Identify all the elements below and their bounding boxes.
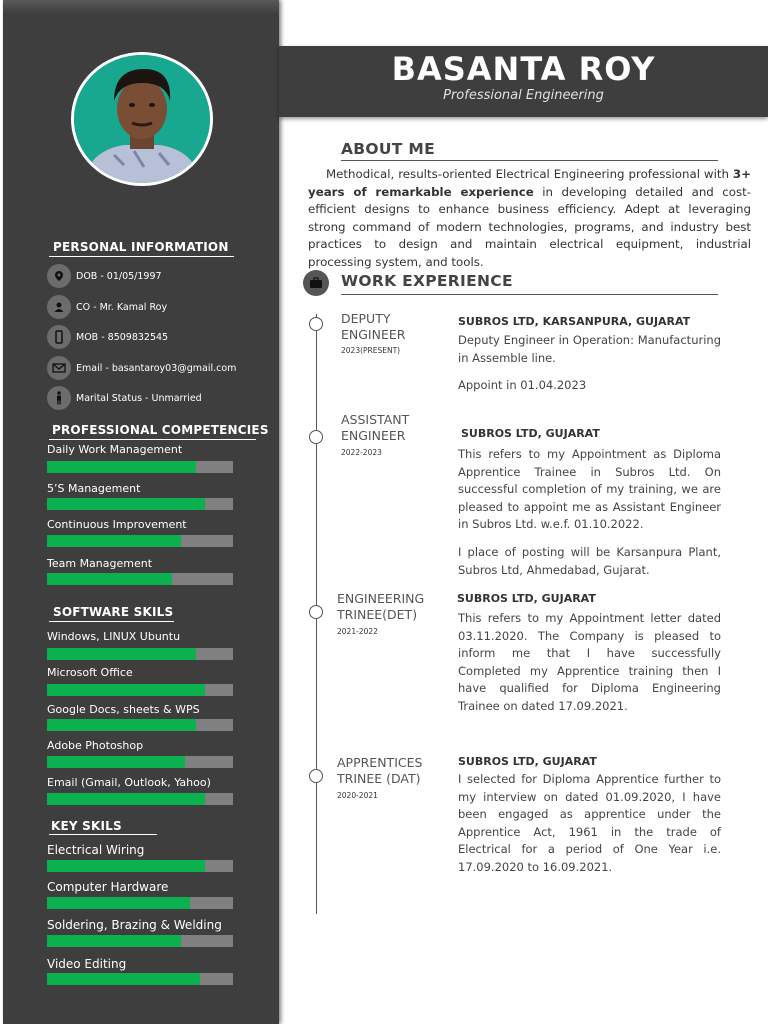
job-years: 2022-2023 bbox=[341, 448, 382, 457]
about-title: ABOUT ME bbox=[341, 140, 435, 158]
info-row-co bbox=[47, 295, 167, 319]
job-company: SUBROS LTD, GUJARAT bbox=[457, 592, 596, 605]
key-skill-bar bbox=[47, 860, 233, 872]
job-description: Appoint in 01.04.2023 bbox=[458, 378, 587, 392]
competency-fill bbox=[47, 461, 196, 473]
job-role-line: DEPUTY bbox=[341, 311, 391, 326]
timeline-dot bbox=[309, 317, 323, 331]
software-fill bbox=[47, 648, 196, 660]
timeline-dot bbox=[309, 430, 323, 444]
marital-text: Marital Status - Unmarried bbox=[76, 392, 202, 404]
job-role bbox=[337, 755, 422, 787]
key-skill-label: Computer Hardware bbox=[47, 880, 169, 894]
key-skill-label: Video Editing bbox=[47, 957, 127, 971]
software-fill bbox=[47, 756, 185, 768]
software-bar bbox=[47, 684, 233, 696]
key-skill-fill bbox=[47, 897, 190, 909]
sidebar-top-bevel bbox=[3, 0, 279, 14]
key-skill-label: Soldering, Brazing & Welding bbox=[47, 918, 222, 932]
person-icon bbox=[47, 295, 71, 319]
about-text-part: in developing detailed and cost-efficient designs to enhance business efficiency. Adept at leveraging strong command of modern technologies, programs, and industry best practices to design and maintain electrical equipment, industrial processing system, and tools. bbox=[308, 184, 751, 269]
software-bar bbox=[47, 793, 233, 805]
software-bar bbox=[47, 719, 233, 731]
software-label: Email (Gmail, Outlook, Yahoo) bbox=[47, 776, 211, 789]
job-role-line: ENGINEERING bbox=[337, 591, 425, 606]
competency-fill bbox=[47, 498, 205, 510]
person-standing-icon bbox=[47, 386, 71, 410]
info-row-mobile bbox=[47, 325, 168, 349]
competency-label: Team Management bbox=[47, 557, 153, 570]
software-label: Google Docs, sheets & WPS bbox=[47, 703, 200, 716]
software-label: Windows, LINUX Ubuntu bbox=[47, 630, 181, 643]
key-skills-title: KEY SKILS bbox=[51, 819, 122, 833]
profession-subtitle: Professional Engineering bbox=[443, 88, 604, 103]
key-skill-bar bbox=[47, 897, 233, 909]
competency-fill bbox=[47, 573, 172, 585]
competency-bar bbox=[47, 498, 233, 510]
competency-fill bbox=[47, 535, 181, 547]
section-divider bbox=[341, 294, 718, 295]
job-description: I selected for Diploma Apprentice further to my interview on dated 01.09.2020, I have been engaged as apprentice under the Apprentice Act, 1961 in the trade of Electrical for a period of One Year i.e. 17.09.2020 to 16.09.2021. bbox=[458, 772, 721, 874]
competency-bar bbox=[47, 461, 233, 473]
mobile-phone-icon bbox=[47, 325, 71, 349]
software-bar bbox=[47, 648, 233, 660]
software-fill bbox=[47, 684, 205, 696]
software-bar bbox=[47, 756, 233, 768]
job-role bbox=[341, 311, 405, 343]
job-role-line: ENGINEER bbox=[341, 327, 406, 342]
co-text: CO - Mr. Kamal Roy bbox=[76, 301, 168, 313]
competency-label: Continuous Improvement bbox=[47, 518, 187, 531]
competency-label: 5’S Management bbox=[47, 482, 141, 495]
envelope-icon bbox=[47, 356, 71, 380]
job-years: 2021-2022 bbox=[337, 627, 378, 636]
job-role-line: APPRENTICES bbox=[337, 755, 423, 770]
job-role bbox=[341, 412, 409, 444]
job-role-line: TRINEE(DET) bbox=[337, 607, 418, 622]
briefcase-icon bbox=[303, 270, 329, 296]
software-fill bbox=[47, 719, 196, 731]
work-experience-title: WORK EXPERIENCE bbox=[341, 272, 513, 290]
person-name: BASANTA ROY bbox=[391, 50, 656, 88]
section-divider bbox=[49, 439, 256, 440]
software-skills-title: SOFTWARE SKILS bbox=[53, 605, 174, 619]
job-role bbox=[337, 591, 424, 623]
name-header bbox=[279, 46, 768, 117]
mobile-text: MOB - 8509832545 bbox=[76, 331, 169, 343]
timeline-dot bbox=[309, 605, 323, 619]
avatar bbox=[71, 52, 213, 186]
section-divider bbox=[341, 160, 718, 161]
key-skill-label: Electrical Wiring bbox=[47, 843, 145, 857]
about-text bbox=[308, 166, 751, 271]
job-years: 2020-2021 bbox=[337, 791, 378, 800]
job-company: SUBROS LTD, GUJARAT bbox=[458, 755, 597, 768]
competency-bar bbox=[47, 535, 233, 547]
dob-text: DOB - 01/05/1997 bbox=[76, 270, 162, 282]
job-role-line: ENGINEER bbox=[341, 428, 406, 443]
key-skill-fill bbox=[47, 860, 205, 872]
key-skill-fill bbox=[47, 973, 200, 985]
job-years: 2023(PRESENT) bbox=[341, 346, 401, 355]
sidebar bbox=[3, 0, 279, 1024]
job-company: SUBROS LTD, KARSANPURA, GUJARAT bbox=[458, 315, 691, 328]
profile-photo bbox=[74, 55, 210, 183]
section-divider bbox=[49, 621, 174, 622]
competencies-title: PROFESSIONAL COMPETENCIES bbox=[52, 423, 269, 437]
job-description: I place of posting will be Karsanpura Plant, Subros Ltd, Ahmedabad, Gujarat. bbox=[458, 545, 721, 577]
software-label: Adobe Photoshop bbox=[47, 739, 144, 752]
key-skill-bar bbox=[47, 935, 233, 947]
competency-label: Daily Work Management bbox=[47, 443, 183, 456]
key-skill-fill bbox=[47, 935, 181, 947]
info-row-email[interactable] bbox=[47, 356, 236, 380]
info-row-marital bbox=[47, 386, 202, 410]
key-skill-bar bbox=[47, 973, 233, 985]
about-text-part: Methodical, results-oriented Electrical Engineering professional with bbox=[326, 167, 733, 181]
job-role-line: ASSISTANT bbox=[341, 412, 410, 427]
location-pin-icon bbox=[47, 264, 71, 288]
job-role-line: TRINEE (DAT) bbox=[337, 771, 421, 786]
personal-info-title: PERSONAL INFORMATION bbox=[53, 240, 229, 254]
about-text-highlight: 3+ years of remarkable experience bbox=[308, 167, 751, 199]
job-description: This refers to my Appointment as Diploma Apprentice Trainee in Subros Ltd. On successful completion of my training, we are pleased to appoint me as Assistant Engineer in Subros Ltd. w.e.f. 01.10.2022. bbox=[458, 447, 721, 531]
competency-bar bbox=[47, 573, 233, 585]
email-link[interactable]: Email - basantaroy03@gmail.com bbox=[76, 362, 237, 374]
job-description: This refers to my Appointment letter dated 03.11.2020. The Company is pleased to inform me that I have successfully Completed my Apprentice training then I have qualified for Diploma Engineering Trainee on dated 17.09.2021. bbox=[458, 611, 721, 713]
software-fill bbox=[47, 793, 205, 805]
job-description: Deputy Engineer in Operation: Manufacturing in Assemble line. bbox=[458, 333, 721, 365]
job-company: SUBROS LTD, GUJARAT bbox=[461, 427, 600, 440]
timeline-dot bbox=[309, 769, 323, 783]
info-row-dob bbox=[47, 264, 162, 288]
section-divider bbox=[49, 834, 157, 835]
software-label: Microsoft Office bbox=[47, 666, 133, 679]
section-divider bbox=[49, 256, 234, 257]
